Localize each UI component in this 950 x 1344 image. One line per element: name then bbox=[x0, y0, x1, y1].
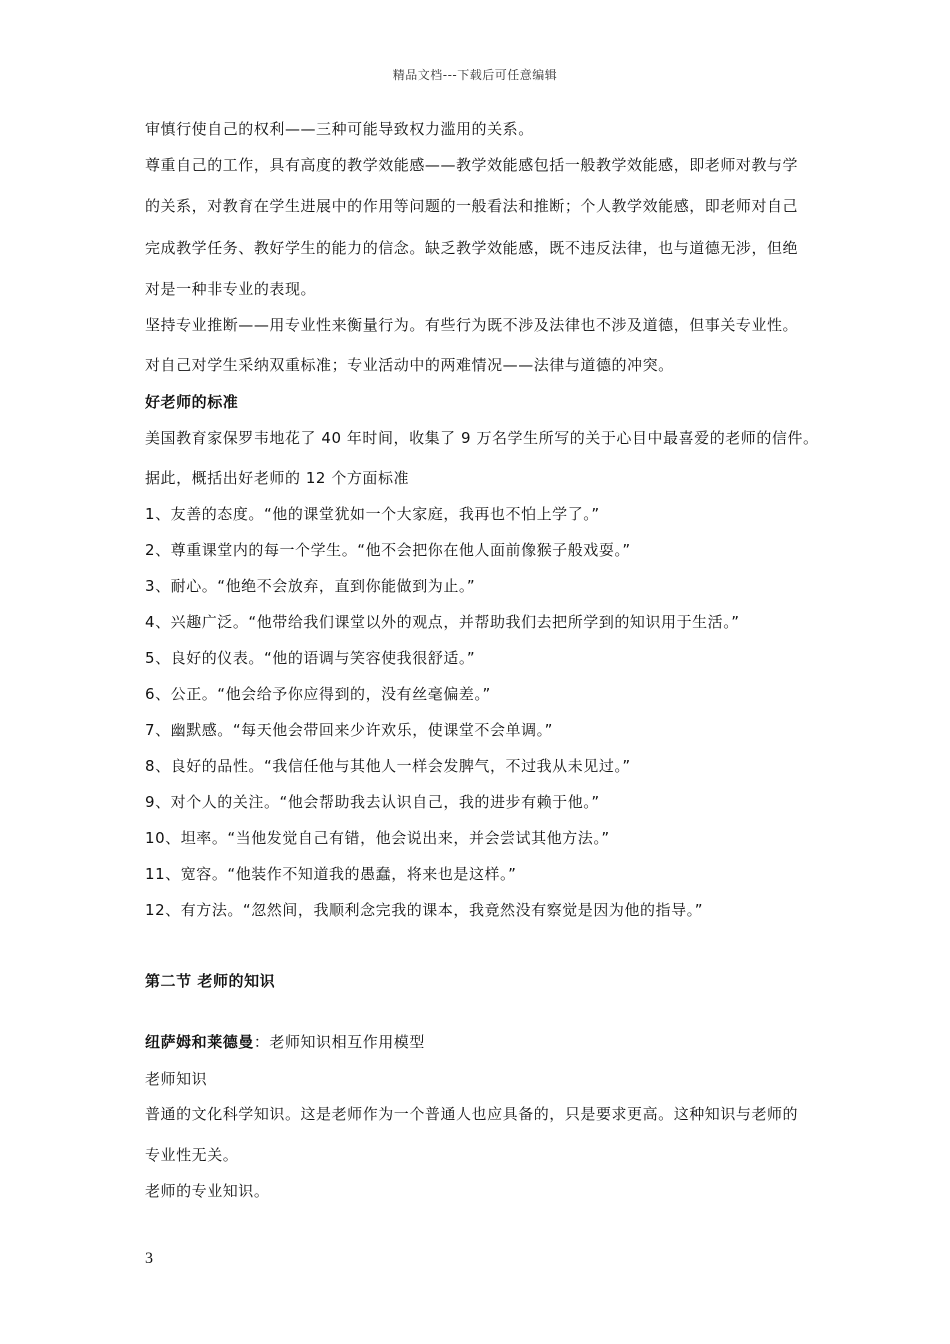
standard-item: 12、有方法。“忽然间，我顺利念完我的课本，我竟然没有察觉是因为他的指导。” bbox=[145, 901, 704, 919]
heading-good-teacher: 好老师的标准 bbox=[145, 393, 239, 411]
standard-item: 3、耐心。“他绝不会放弃，直到你能做到为止。” bbox=[145, 577, 476, 595]
paragraph-line: 坚持专业推断——用专业性来衡量行为。有些行为既不涉及法律也不涉及道德，但事关专业性。 bbox=[145, 316, 799, 334]
standard-item: 5、良好的仪表。“他的语调与笑容使我很舒适。” bbox=[145, 649, 476, 667]
model-title-text: ：老师知识相互作用模型 bbox=[253, 1033, 425, 1051]
paragraph-line: 尊重自己的工作，具有高度的教学效能感——教学效能感包括一般教学效能感，即老师对教与学 bbox=[145, 156, 799, 174]
section-heading: 第二节 老师的知识 bbox=[145, 972, 276, 990]
paragraph-line: 对自己对学生采纳双重标准；专业活动中的两难情况——法律与道德的冲突。 bbox=[145, 356, 674, 374]
standard-item: 6、公正。“他会给予你应得到的，没有丝毫偏差。” bbox=[145, 685, 491, 703]
standard-item: 4、兴趣广泛。“他带给我们课堂以外的观点，并帮助我们去把所学到的知识用于生活。” bbox=[145, 613, 740, 631]
model-title-authors: 纽萨姆和莱德曼 bbox=[145, 1033, 254, 1051]
model-title bbox=[145, 1033, 425, 1051]
standard-item: 2、尊重课堂内的每一个学生。“他不会把你在他人面前像猴子般戏耍。” bbox=[145, 541, 631, 559]
knowledge-line: 普通的文化科学知识。这是老师作为一个普通人也应具备的，只是要求更高。这种知识与老师的 bbox=[145, 1105, 799, 1123]
intro-line: 据此，概括出好老师的 12 个方面标准 bbox=[145, 469, 410, 487]
standard-item: 9、对个人的关注。“他会帮助我去认识自己，我的进步有赖于他。” bbox=[145, 793, 600, 811]
paragraph-line: 对是一种非专业的表现。 bbox=[145, 280, 317, 298]
standard-item: 11、宽容。“他装作不知道我的愚蠢，将来也是这样。” bbox=[145, 865, 517, 883]
paragraph-line: 的关系，对教育在学生进展中的作用等问题的一般看法和推断；个人教学效能感，即老师对自己 bbox=[145, 197, 799, 215]
intro-line: 美国教育家保罗韦地花了 40 年时间，收集了 9 万名学生所写的关于心目中最喜爱的老师的信件。 bbox=[145, 429, 819, 447]
knowledge-line: 老师的专业知识。 bbox=[145, 1182, 270, 1200]
paragraph-line: 审慎行使自己的权利——三种可能导致权力滥用的关系。 bbox=[145, 120, 534, 138]
page-header: 精品文档---下载后可任意编辑 bbox=[392, 68, 558, 82]
paragraph-line: 完成教学任务、教好学生的能力的信念。缺乏教学效能感，既不违反法律，也与道德无涉，但绝 bbox=[145, 239, 799, 257]
knowledge-line: 专业性无关。 bbox=[145, 1146, 239, 1164]
page-number: 3 bbox=[145, 1250, 153, 1267]
standard-item: 7、幽默感。“每天他会带回来少许欢乐，使课堂不会单调。” bbox=[145, 721, 553, 739]
standard-item: 1、友善的态度。“他的课堂犹如一个大家庭，我再也不怕上学了。” bbox=[145, 505, 600, 523]
standard-item: 8、良好的品性。“我信任他与其他人一样会发脾气，不过我从未见过。” bbox=[145, 757, 631, 775]
standard-item: 10、坦率。“当他发觉自己有错，他会说出来，并会尝试其他方法。” bbox=[145, 829, 610, 847]
knowledge-label: 老师知识 bbox=[145, 1070, 208, 1088]
